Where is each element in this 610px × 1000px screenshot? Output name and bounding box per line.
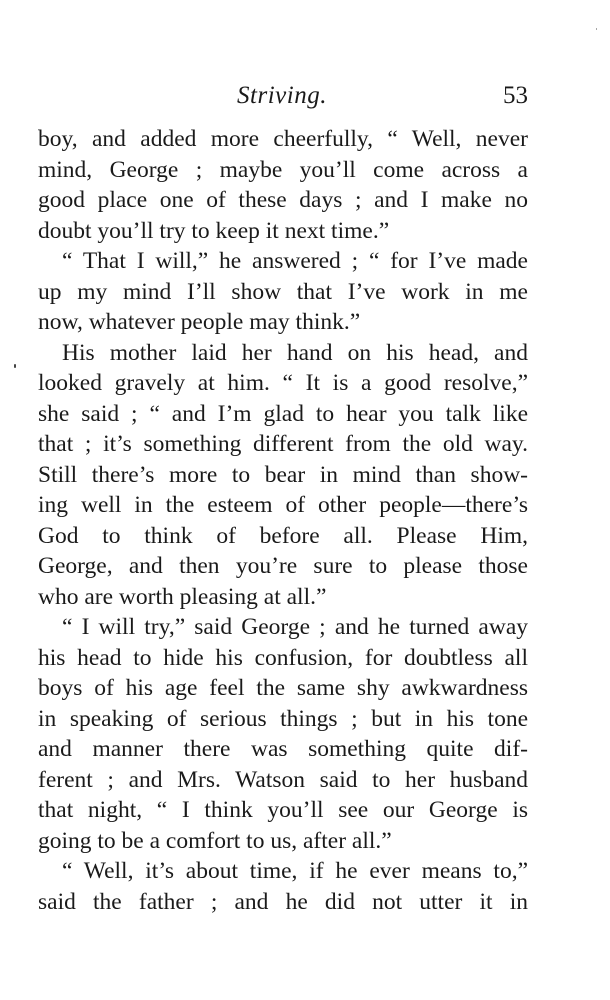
text-line: that ; it’s something different from the old way. bbox=[38, 431, 528, 457]
text-line: doubt you’ll try to keep it next time.” bbox=[38, 217, 390, 244]
text-line: up my mind I’ll show that I’ve work in me bbox=[38, 278, 528, 305]
text-line: “ That I will,” he answered ; “ for I’ve made bbox=[62, 248, 528, 274]
text-line: God to think of before all. Please Him, bbox=[38, 522, 528, 549]
text-line: Still there’s more to bear in mind than show- bbox=[38, 461, 528, 488]
text-line: who are worth pleasing at all.” bbox=[38, 583, 327, 610]
text-line: good place one of these days ; and I make no bbox=[38, 187, 528, 213]
body-text bbox=[38, 124, 528, 917]
running-header bbox=[36, 82, 528, 116]
text-line: George, and then you’re sure to please those bbox=[38, 553, 528, 579]
text-line: she said ; “ and I’m glad to hear you talk like bbox=[38, 400, 528, 427]
text-line: ferent ; and Mrs. Watson said to her husband bbox=[38, 766, 528, 793]
text-line: now, whatever people may think.” bbox=[38, 309, 361, 335]
text-line: boy, and added more cheerfully, “ Well, never bbox=[38, 126, 528, 152]
text-line: and manner there was something quite dif- bbox=[38, 736, 528, 762]
text-line: mind, George ; maybe you’ll come across a bbox=[38, 156, 528, 183]
text-line: His mother laid her hand on his head, and bbox=[62, 339, 528, 366]
text-line: “ Well, it’s about time, if he ever means to,” bbox=[62, 858, 528, 884]
text-line: in speaking of serious things ; but in his tone bbox=[38, 705, 528, 732]
page-number: 53 bbox=[503, 82, 528, 109]
text-line: his head to hide his confusion, for doubtless all bbox=[38, 644, 528, 671]
text-line: ing well in the esteem of other people—there’s bbox=[38, 492, 528, 518]
text-line: said the father ; and he did not utter it in bbox=[38, 888, 528, 915]
print-speck bbox=[596, 28, 597, 30]
running-title: Striving. bbox=[237, 82, 327, 109]
text-line: “ I will try,” said George ; and he turned away bbox=[62, 614, 528, 640]
text-line: that night, “ I think you’ll see our George is bbox=[38, 797, 528, 823]
text-line: going to be a comfort to us, after all.” bbox=[38, 827, 392, 854]
text-line: looked gravely at him. “ It is a good resolve,” bbox=[38, 370, 528, 396]
print-speck bbox=[14, 364, 16, 368]
text-line: boys of his age feel the same shy awkwardness bbox=[38, 675, 528, 701]
